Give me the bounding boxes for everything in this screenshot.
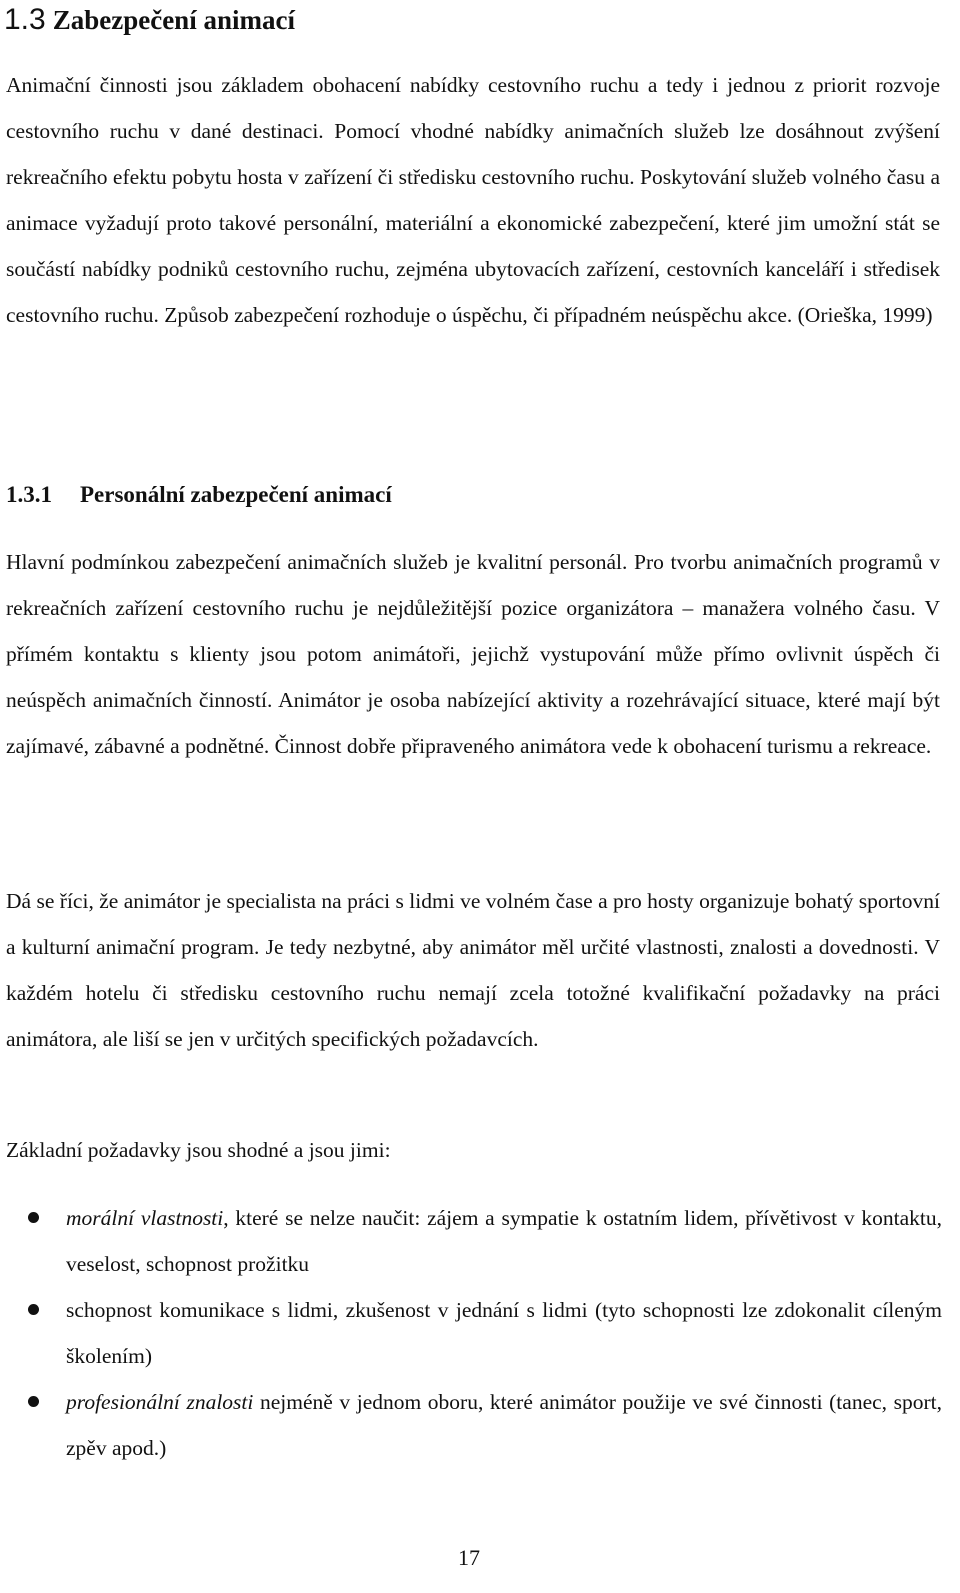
personnel-paragraph: Hlavní podmínkou zabezpečení animačních služeb je kvalitní personál. Pro tvorbu animačních programů v rekreačních zařízení cestovního ruchu je nejdůležitější pozice organizátora – manažera volného času. V přímém kontaktu s klienty jsou potom animátoři, jejichž vystupování může přímo ovlivnit úspěch či neúspěch animačních činností. Animátor je osoba nabízející aktivity a rozehrávající situace, které mají být zajímavé, zábavné a podnětné. Činnost dobře připraveného animátora vede k obohacení turismu a rekreace. <box>6 550 940 758</box>
bullet-term: morální vlastnosti <box>66 1206 224 1230</box>
bullet-icon <box>28 1396 39 1407</box>
requirements-list <box>0 1195 942 1471</box>
bullet-icon <box>28 1212 39 1223</box>
section-heading <box>4 2 295 39</box>
bullet-text: , které se nelze naučit: zájem a sympatie k ostatním lidem, přívětivost v kontaktu, veselost, schopnost prožitku <box>66 1206 942 1276</box>
bullet-text: schopnost komunikace s lidmi, zkušenost v jednání s lidmi (tyto schopnosti lze zdokonalit cíleným školením) <box>66 1298 942 1368</box>
subsection-number: 1.3.1 <box>6 482 52 507</box>
bullet-text: nejméně v jednom oboru, které animátor použije ve své činnosti (tanec, sport, zpěv apod.) <box>66 1390 943 1460</box>
bullet-icon <box>28 1304 39 1315</box>
subsection-heading <box>6 477 392 513</box>
list-item <box>0 1287 942 1379</box>
list-item <box>0 1379 942 1471</box>
list-item <box>0 1195 942 1287</box>
bullet-term: profesionální znalosti <box>66 1390 254 1414</box>
section-title: Zabezpečení animací <box>52 5 295 35</box>
subsection-title: Personální zabezpečení animací <box>80 482 392 507</box>
page-number: 17 <box>458 1545 480 1570</box>
section-number: 1.3 <box>4 3 46 36</box>
specialist-paragraph: Dá se říci, že animátor je specialista na práci s lidmi ve volném čase a pro hosty organizuje bohatý sportovní a kulturní animační program. Je tedy nezbytné, aby animátor měl určité vlastnosti, znalosti a dovednosti. V každém hotelu či středisku cestovního ruchu nemají zcela totožné kvalifikační požadavky na práci animátora, ale liší se jen v určitých specifických požadavcích. <box>6 889 940 1051</box>
intro-paragraph: Animační činnosti jsou základem obohacení nabídky cestovního ruchu a tedy i jednou z priorit rozvoje cestovního ruchu v dané destinaci. Pomocí vhodné nabídky animačních služeb lze dosáhnout zvýšení rekreačního efektu pobytu hosta v zařízení či středisku cestovního ruchu. Poskytování služeb volného času a animace vyžadují proto takové personální, materiální a ekonomické zabezpečení, které jim umožní stát se součástí nabídky podniků cestovního ruchu, zejména ubytovacích zařízení, cestovních kanceláří i středisek cestovního ruchu. Způsob zabezpečení rozhoduje o úspěchu, či případném neúspěchu akce. (Orieška, 1999) <box>6 73 940 327</box>
requirements-intro: Základní požadavky jsou shodné a jsou jimi: <box>6 1138 391 1162</box>
